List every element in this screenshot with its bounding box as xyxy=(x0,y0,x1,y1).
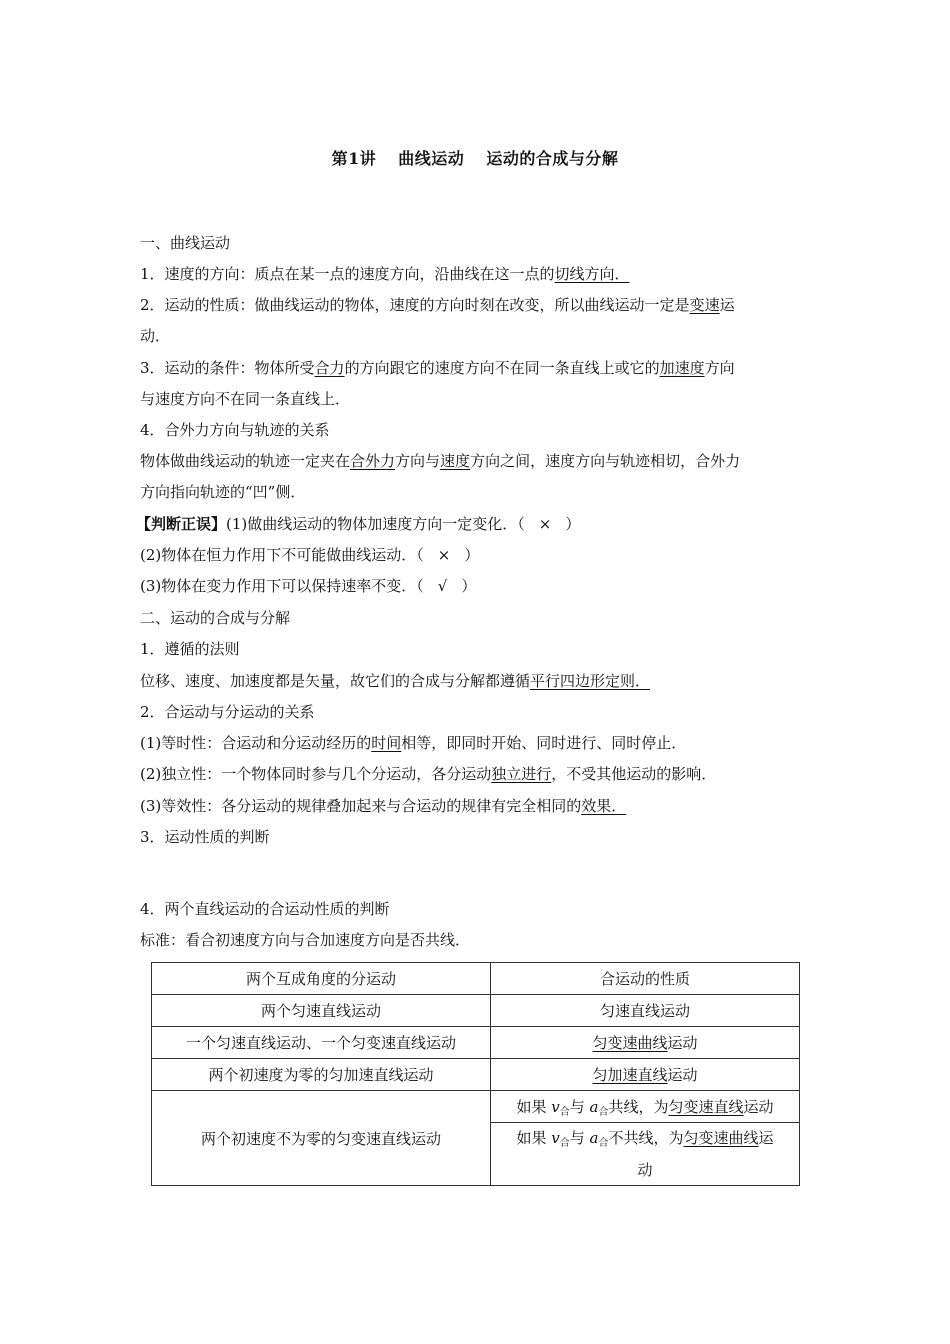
text: ） xyxy=(461,577,477,595)
text: 与 xyxy=(569,1097,585,1116)
text: 运动 xyxy=(667,1034,698,1052)
cross-mark: × xyxy=(538,515,552,533)
section-1-heading: 一、曲线运动 xyxy=(140,234,231,252)
table-cell: 两个初速度为零的匀加速直线运动 xyxy=(152,1059,491,1091)
text: 如果 xyxy=(516,1097,547,1116)
table-row xyxy=(152,1059,800,1091)
text: 运 xyxy=(719,296,735,314)
symbol-v: v xyxy=(551,1097,560,1116)
lesson-number: 第1讲 xyxy=(331,149,377,168)
table-row xyxy=(152,1027,800,1059)
answer-blank: 合力 xyxy=(314,359,345,377)
table-row xyxy=(152,1091,800,1123)
motion-table xyxy=(151,962,800,1186)
page-title xyxy=(0,146,950,169)
text: 3．运动的条件：物体所受 xyxy=(140,359,315,377)
text: 相等，即同时开始、同时进行、同时停止． xyxy=(401,734,687,752)
text: 1．速度的方向：质点在某一点的速度方向，沿曲线在这一点的 xyxy=(140,265,555,283)
paragraph-motion-condition xyxy=(140,358,735,378)
answer-blank: 时间 xyxy=(371,734,402,752)
paragraph-velocity-direction xyxy=(140,264,630,284)
text: (3)等效性：各分运动的规律叠加起来与合运动的规律有完全相同的 xyxy=(140,797,582,815)
answer-blank: 平行四边形定则． xyxy=(530,672,651,690)
text: (2)物体在恒力作用下不可能做曲线运动．（ xyxy=(140,546,424,564)
answer-blank: 效果． xyxy=(581,797,627,815)
judge-tag: 【判断正误】 xyxy=(136,515,227,533)
answer-blank: 独立进行 xyxy=(491,765,552,783)
paragraph-motion-nature-cont: 动． xyxy=(140,327,171,345)
text: 方向之间，速度方向与轨迹相切，合外力 xyxy=(470,452,741,470)
judge-item-2 xyxy=(140,545,479,565)
text: 如果 xyxy=(516,1129,547,1147)
section-2-heading: 二、运动的合成与分解 xyxy=(140,609,291,627)
judge-item-3 xyxy=(140,576,476,596)
text: 与 xyxy=(569,1129,585,1147)
symbol-a: a xyxy=(589,1129,599,1147)
subscript: 合 xyxy=(559,1106,570,1118)
text: 的方向跟它的速度方向不在同一条直线上或它的 xyxy=(344,359,660,377)
text: ） xyxy=(565,515,581,533)
text: (1)等时性：合运动和分运动经历的 xyxy=(140,734,372,752)
paragraph-force-trajectory-heading: 4．合外力方向与轨迹的关系 xyxy=(140,421,330,439)
answer-blank: 合外力 xyxy=(350,452,396,470)
paragraph-judgement-heading: 3．运动性质的判断 xyxy=(140,828,270,846)
text: 共线，为 xyxy=(608,1097,669,1116)
subscript: 合 xyxy=(598,1106,609,1118)
paragraph-force-trajectory xyxy=(140,451,740,471)
text: 物体做曲线运动的轨迹一定夹在 xyxy=(140,452,351,470)
paragraph-isochronism xyxy=(140,733,686,753)
text: 不共线，为 xyxy=(608,1129,684,1147)
text: 方向与 xyxy=(395,452,441,470)
answer-blank: 速度 xyxy=(440,452,471,470)
paragraph-motion-nature xyxy=(140,295,735,315)
cross-mark: × xyxy=(437,546,451,564)
title-topic-2: 运动的合成与分解 xyxy=(486,149,619,168)
paragraph-criterion: 标准：看合初速度方向与合加速度方向是否共线． xyxy=(140,931,471,949)
table-cell xyxy=(491,1059,800,1091)
text: ，不受其他运动的影响． xyxy=(551,765,717,783)
table-cell xyxy=(491,1123,800,1186)
table-cell: 一个匀速直线运动、一个匀变速直线运动 xyxy=(152,1027,491,1059)
paragraph-equivalence xyxy=(140,796,626,816)
table-cell: 两个初速度不为零的匀变速直线运动 xyxy=(152,1091,491,1186)
table-cell: 匀速直线运动 xyxy=(491,995,800,1027)
paragraph-relation-heading: 2．合运动与分运动的关系 xyxy=(140,703,315,721)
table-header-row xyxy=(152,963,800,995)
subscript: 合 xyxy=(598,1138,609,1149)
text: 运动 xyxy=(667,1066,698,1084)
paragraph-force-trajectory-cont: 方向指向轨迹的“凹”侧． xyxy=(140,483,306,501)
answer-blank: 匀变速曲线 xyxy=(592,1034,668,1052)
symbol-a: a xyxy=(589,1097,599,1116)
table-cell xyxy=(491,1027,800,1059)
table-header-cell: 两个互成角度的分运动 xyxy=(152,963,491,995)
text: (1)做曲线运动的物体加速度方向一定变化．（ xyxy=(226,515,525,533)
subscript: 合 xyxy=(559,1138,570,1149)
paragraph-independence xyxy=(140,764,716,784)
answer-blank: 匀加速直线 xyxy=(592,1066,668,1084)
answer-blank: 加速度 xyxy=(659,359,705,377)
text: (2)独立性：一个物体同时参与几个分运动，各分运动 xyxy=(140,765,492,783)
text: 动 xyxy=(637,1161,653,1179)
table-cell xyxy=(491,1091,800,1123)
text: (3)物体在变力作用下可以保持速率不变．（ xyxy=(140,577,424,595)
answer-blank: 匀变速曲线 xyxy=(683,1129,759,1147)
text: ） xyxy=(464,546,480,564)
text: 运 xyxy=(758,1129,774,1147)
answer-blank: 变速 xyxy=(689,296,720,314)
text: 运动 xyxy=(743,1097,774,1116)
table-row xyxy=(152,995,800,1027)
title-topic-1: 曲线运动 xyxy=(398,149,465,168)
symbol-v: v xyxy=(551,1129,560,1147)
text: 2．运动的性质：做曲线运动的物体，速度的方向时刻在改变，所以曲线运动一定是 xyxy=(140,296,690,314)
paragraph-motion-condition-cont: 与速度方向不在同一条直线上． xyxy=(140,390,351,408)
paragraph-rule-heading: 1．遵循的法则 xyxy=(140,640,240,658)
table-cell: 两个匀速直线运动 xyxy=(152,995,491,1027)
paragraph-rule xyxy=(140,671,650,691)
judge-item-1 xyxy=(136,514,580,534)
text: 位移、速度、加速度都是矢量，故它们的合成与分解都遵循 xyxy=(140,672,531,690)
answer-blank: 匀变速直线 xyxy=(668,1097,744,1116)
paragraph-two-lines-heading: 4．两个直线运动的合运动性质的判断 xyxy=(140,900,390,918)
table-header-cell: 合运动的性质 xyxy=(491,963,800,995)
answer-blank: 切线方向． xyxy=(554,265,630,283)
text: 方向 xyxy=(704,359,735,377)
check-mark: √ xyxy=(437,577,448,595)
